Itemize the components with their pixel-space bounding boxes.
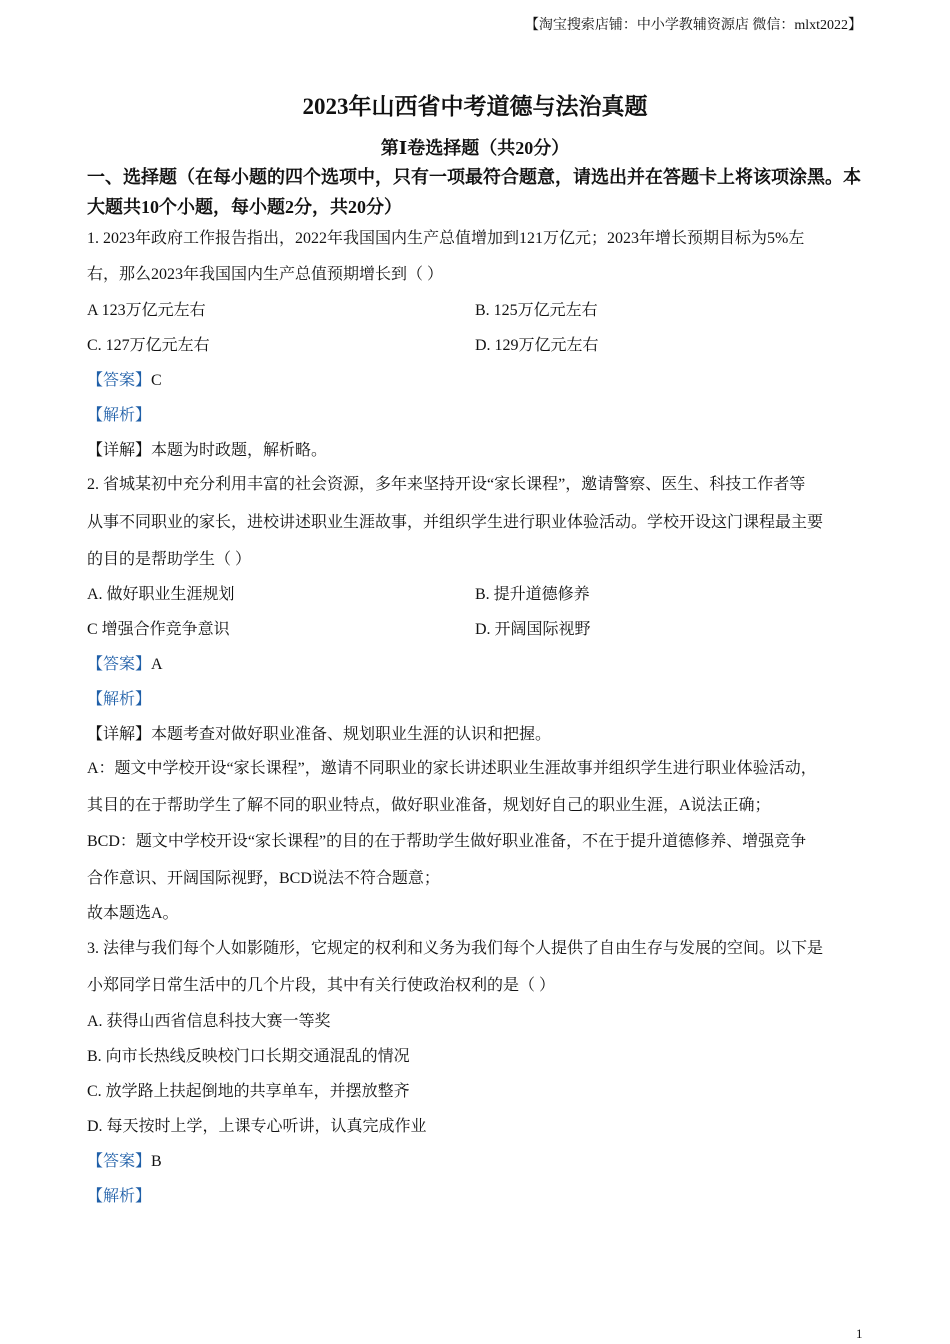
page-title: 2023年山西省中考道德与法治真题: [302, 94, 648, 119]
q3-stem-line1: 3. 法律与我们每个人如影随形，它规定的权利和义务为我们每个人提供了自由生存与发展的空间。以下是: [87, 940, 824, 957]
q2-stem-line3: 的目的是帮助学生（ ）: [87, 551, 252, 568]
q1-analysis: [87, 402, 867, 425]
q1-detail-text: 本题为时政题，解析略。: [151, 442, 328, 459]
page-number: 1: [856, 1326, 863, 1341]
q2-detail-text: 本题考查对做好职业准备、规划职业生涯的认识和把握。: [151, 726, 552, 743]
q3-answer: [87, 1148, 867, 1171]
q2-detail: [87, 721, 867, 744]
q3-stem-line2: 小郑同学日常生活中的几个片段，其中有关行使政治权利的是（ ）: [87, 977, 556, 994]
q1-stem-line1: 1. 2023年政府工作报告指出，2022年我国国内生产总值增加到121万亿元；2023年增长预期目标为5%左: [87, 230, 805, 247]
detail-tag: 【详解】: [87, 442, 152, 459]
q3-option-b: B. 向市长热线反映校门口长期交通混乱的情况: [87, 1048, 410, 1065]
q2-analysis: [87, 686, 867, 709]
page-header: 【淘宝搜索店铺：中小学教辅资源店 微信：mlxt2022】: [524, 18, 862, 33]
analysis-tag: 【解析】: [87, 691, 152, 708]
answer-tag: 【答案】: [87, 656, 152, 673]
q1-stem-line2: 右，那么2023年我国国内生产总值预期增长到（ ）: [87, 266, 444, 283]
q2-explanation-line1: A：题文中学校开设“家长课程”，邀请不同职业的家长讲述职业生涯故事并组织学生进行职业体验活动，: [87, 760, 817, 777]
q2-explanation-line2: 其目的在于帮助学生了解不同的职业特点，做好职业准备，规划好自己的职业生涯，A说法正确；: [87, 797, 771, 814]
q3-option-d: D. 每天按时上学，上课专心听讲，认真完成作业: [87, 1118, 427, 1135]
q1-option-c: C. 127万亿元左右: [87, 337, 210, 354]
q2-option-c: C 增强合作竞争意识: [87, 621, 230, 638]
q2-explanation-line4: 合作意识、开阔国际视野，BCD说法不符合题意；: [87, 870, 440, 887]
detail-tag: 【详解】: [87, 726, 152, 743]
q2-explanation-line3: BCD：题文中学校开设“家长课程”的目的在于帮助学生做好职业准备，不在于提升道德修养、增强竞争: [87, 833, 807, 850]
q2-option-a: A. 做好职业生涯规划: [87, 586, 235, 603]
q3-option-a: A. 获得山西省信息科技大赛一等奖: [87, 1013, 331, 1030]
q3-option-c: C. 放学路上扶起倒地的共享单车，并摆放整齐: [87, 1083, 410, 1100]
q2-option-d: D. 开阔国际视野: [475, 621, 591, 638]
q1-option-a: A 123万亿元左右: [87, 302, 206, 319]
q1-answer-value: C: [151, 372, 162, 389]
analysis-tag: 【解析】: [87, 1188, 152, 1205]
section-heading: 一、选择题（在每小题的四个选项中，只有一项最符合题意，请选出并在答题卡上将该项涂黑。本大题共10个小题，每小题2分，共20分）: [87, 167, 861, 217]
q2-conclusion: 故本题选A。: [87, 905, 179, 922]
q2-answer: [87, 651, 867, 674]
q3-answer-value: B: [151, 1153, 162, 1170]
q1-answer: [87, 367, 867, 390]
part-subtitle: 第Ⅰ卷选择题（共20分）: [380, 138, 570, 158]
q2-stem-line2: 从事不同职业的家长，进校讲述职业生涯故事，并组织学生进行职业体验活动。学校开设这门课程最主要: [87, 514, 824, 531]
q1-detail: [87, 437, 867, 460]
q1-option-d: D. 129万亿元左右: [475, 337, 599, 354]
q1-option-b: B. 125万亿元左右: [475, 302, 598, 319]
q2-stem-line1: 2. 省城某初中充分利用丰富的社会资源，多年来坚持开设“家长课程”，邀请警察、医生、科技工作者等: [87, 476, 806, 493]
q2-option-b: B. 提升道德修养: [475, 586, 590, 603]
q3-analysis: [87, 1183, 867, 1206]
analysis-tag: 【解析】: [87, 407, 152, 424]
answer-tag: 【答案】: [87, 372, 152, 389]
answer-tag: 【答案】: [87, 1153, 152, 1170]
q2-answer-value: A: [151, 656, 163, 673]
